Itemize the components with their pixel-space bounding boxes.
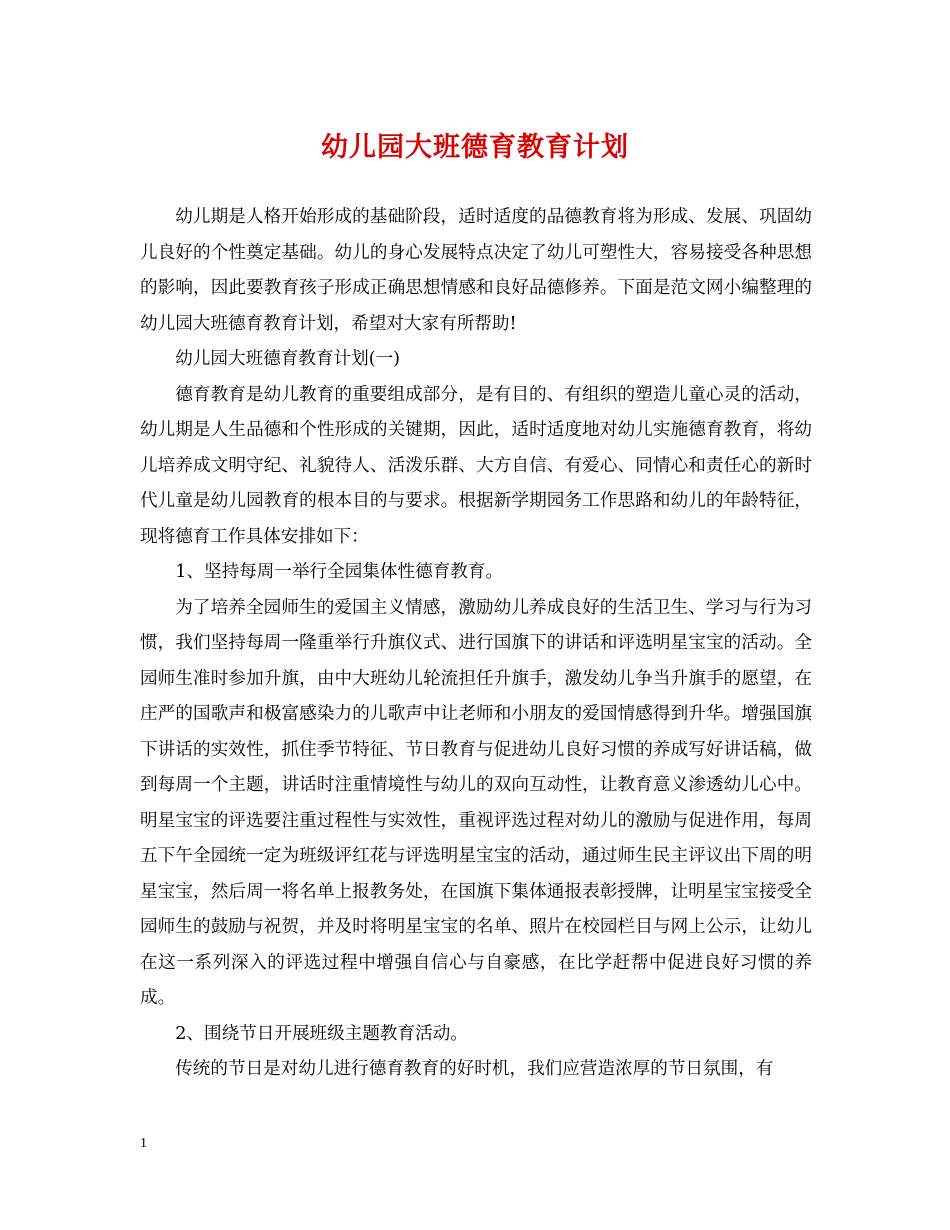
paragraph-intro: 幼儿期是人格开始形成的基础阶段，适时适度的品德教育将为形成、发展、巩固幼儿良好的个性奠定基础。幼儿的身心发展特点决定了幼儿可塑性大，容易接受各种思想的影响，因此要教育孩子形成正确思想情感和良好品德修养。下面是范文网小编整理的幼儿园大班德育教育计划，希望对大家有所帮助!: [140, 207, 812, 334]
paragraph-moral-education: 德育教育是幼儿教育的重要组成部分，是有目的、有组织的塑造儿童心灵的活动，幼儿期是人生品德和个性形成的关键期，因此，适时适度地对幼儿实施德育教育，将幼儿培养成文明守纪、礼貌待人、活泼乐群、大方自信、有爱心、同情心和责任心的新时代儿童是幼儿园教育的根本目的与要求。根据新学期园务工作思路和幼儿的年龄特征，现将德育工作具体安排如下：: [140, 384, 812, 547]
page-number: 1: [140, 1136, 147, 1151]
paragraph-flag-ceremony: 为了培养全园师生的爱国主义情感，激励幼儿养成良好的生活卫生、学习与行为习惯，我们坚持每周一隆重举行升旗仪式、进行国旗下的讲话和评选明星宝宝的活动。全园师生准时参加升旗，由中大班幼儿轮流担任升旗手，激发幼儿争当升旗手的愿望，在庄严的国歌声和极富感染力的儿歌声中让老师和小朋友的爱国情感得到升华。增强国旗下讲话的实效性，抓住季节特征、节日教育与促进幼儿良好习惯的养成写好讲话稿，做到每周一个主题，讲话时注重情境性与幼儿的双向互动性，让教育意义渗透幼儿心中。明星宝宝的评选要注重过程性与实效性，重视评选过程对幼儿的激励与促进作用，每周五下午全园统一定为班级评红花与评选明星宝宝的活动，通过师生民主评议出下周的明星宝宝，然后周一将名单上报教务处，在国旗下集体通报表彰授牌，让明星宝宝接受全园师生的鼓励与祝贺，并及时将明星宝宝的名单、照片在校园栏目与网上公示，让幼儿在这一系列深入的评选过程中增强自信心与自豪感，在比学赶帮中促进良好习惯的养成。: [140, 597, 812, 1008]
section-heading-plan-one: 幼儿园大班德育教育计划(一): [175, 349, 401, 369]
document-title: 幼儿园大班德育教育计划: [321, 132, 629, 163]
document-body: [140, 200, 812, 1088]
list-item-heading-2: 2、围绕节日开展班级主题教育活动。: [175, 1023, 468, 1044]
list-item-heading-1: 1、坚持每周一举行全园集体性德育教育。: [175, 562, 504, 582]
paragraph-festivals: 传统的节日是对幼儿进行德育教育的好时机，我们应营造浓厚的节日氛围，有: [175, 1059, 774, 1079]
